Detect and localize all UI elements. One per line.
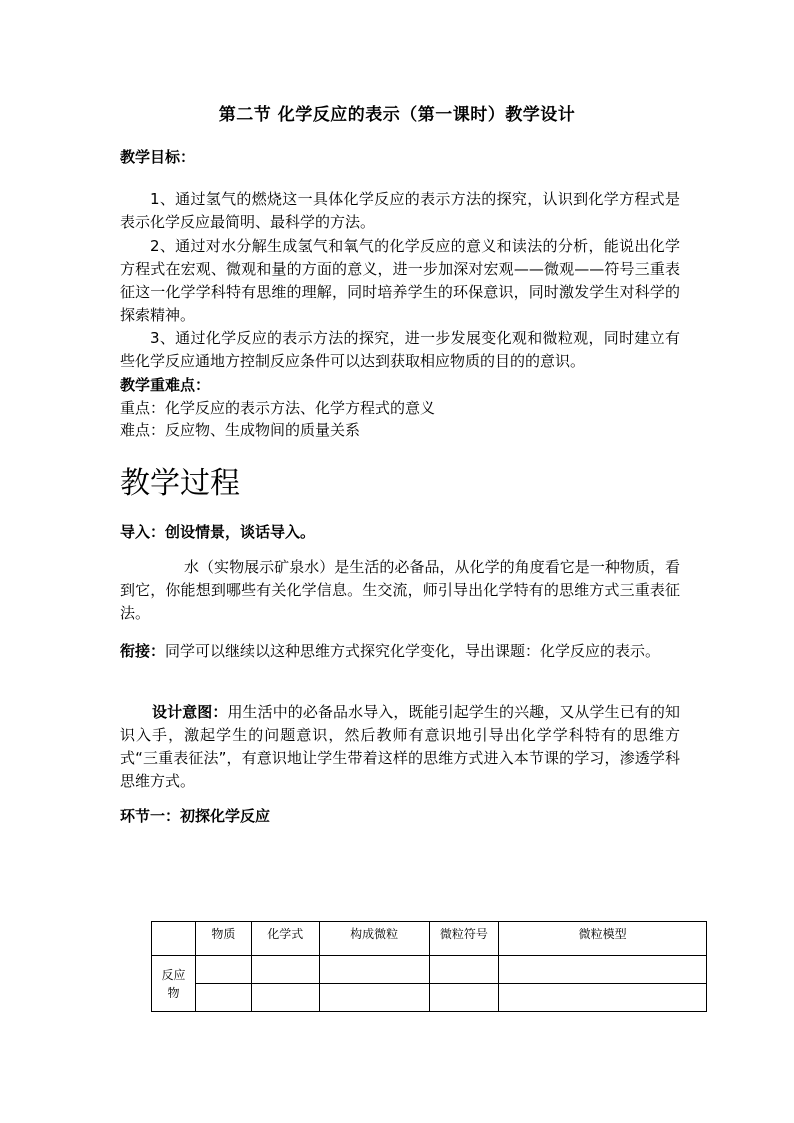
design-intent-label: 设计意图： [152, 703, 228, 721]
particle-table [151, 921, 707, 1012]
objective-2: 2、通过对水分解生成氢气和氧气的化学反应的意义和读法的分析，能说出化学方程式在宏观、微观和量的方面的意义，进一步加深对宏观——微观——符号三重表征这一化学学科特有思维的理解，同时培养学生的环保意识，同时激发学生对科学的探索精神。 [120, 237, 680, 324]
table-cell [499, 984, 707, 1012]
table-cell [251, 956, 319, 984]
table-cell [319, 984, 429, 1012]
section1-heading: 环节一：初探化学反应 [120, 807, 271, 825]
objectives-heading: 教学目标： [120, 148, 196, 166]
objective-3: 3、通过化学反应的表示方法的探究，进一步发展变化观和微粒观，同时建立有些化学反应通地方控制反应条件可以达到获取相应物质的目的的意识。 [120, 329, 680, 370]
reactant-row-label [152, 956, 196, 1012]
table-row [152, 984, 707, 1012]
table-cell [429, 956, 499, 984]
transition-label: 衔接： [120, 642, 166, 660]
table-header-cell: 微粒符号 [429, 922, 499, 956]
table-header-cell: 微粒模型 [499, 922, 707, 956]
table-cell [319, 956, 429, 984]
transition-text: 同学可以继续以这种思维方式探究化学变化，导出课题：化学反应的表示。 [165, 642, 661, 660]
intro-heading: 导入：创设情景，谈话导入。 [120, 523, 316, 541]
design-intent-paragraph [120, 701, 680, 793]
intro-text: 水（实物展示矿泉水）是生活的必备品，从化学的角度看它是一种物质，看到它，你能想到哪些有关化学信息。生交流，师引导出化学特有的思维方式三重表征法。 [120, 558, 680, 622]
transition-paragraph [120, 640, 680, 663]
design-intent-text: 用生活中的必备品水导入，既能引起学生的兴趣，又从学生已有的知识入手，激起学生的问题意识，然后教师有意识地引导出化学学科特有的思维方式“三重表征法”，有意识地让学生带着这样的思维方式进入本节课的学习，渗透学科思维方式。 [120, 703, 680, 790]
process-heading: 教学过程 [120, 466, 240, 501]
key-difficulty: 难点：反应物、生成物间的质量关系 [120, 421, 361, 439]
table-header-cell [152, 922, 196, 956]
reactant-label-line2: 物 [167, 985, 180, 1000]
key-points-heading: 教学重难点： [120, 376, 211, 394]
table-cell [499, 956, 707, 984]
page-title: 第二节 化学反应的表示（第一课时）教学设计 [218, 105, 576, 125]
table-header-cell: 构成微粒 [319, 922, 429, 956]
table-cell [429, 984, 499, 1012]
table-cell [195, 984, 251, 1012]
table-header-cell: 物质 [195, 922, 251, 956]
table-header-cell: 化学式 [251, 922, 319, 956]
table-cell [195, 956, 251, 984]
table-header-row [152, 922, 707, 956]
reactant-label-line1: 反应 [161, 967, 186, 982]
table-row [152, 956, 707, 984]
key-focus: 重点：化学反应的表示方法、化学方程式的意义 [120, 399, 436, 417]
table-cell [251, 984, 319, 1012]
objective-1: 1、通过氢气的燃烧这一具体化学反应的表示方法的探究，认识到化学方程式是表示化学反应最简明、最科学的方法。 [120, 190, 680, 231]
